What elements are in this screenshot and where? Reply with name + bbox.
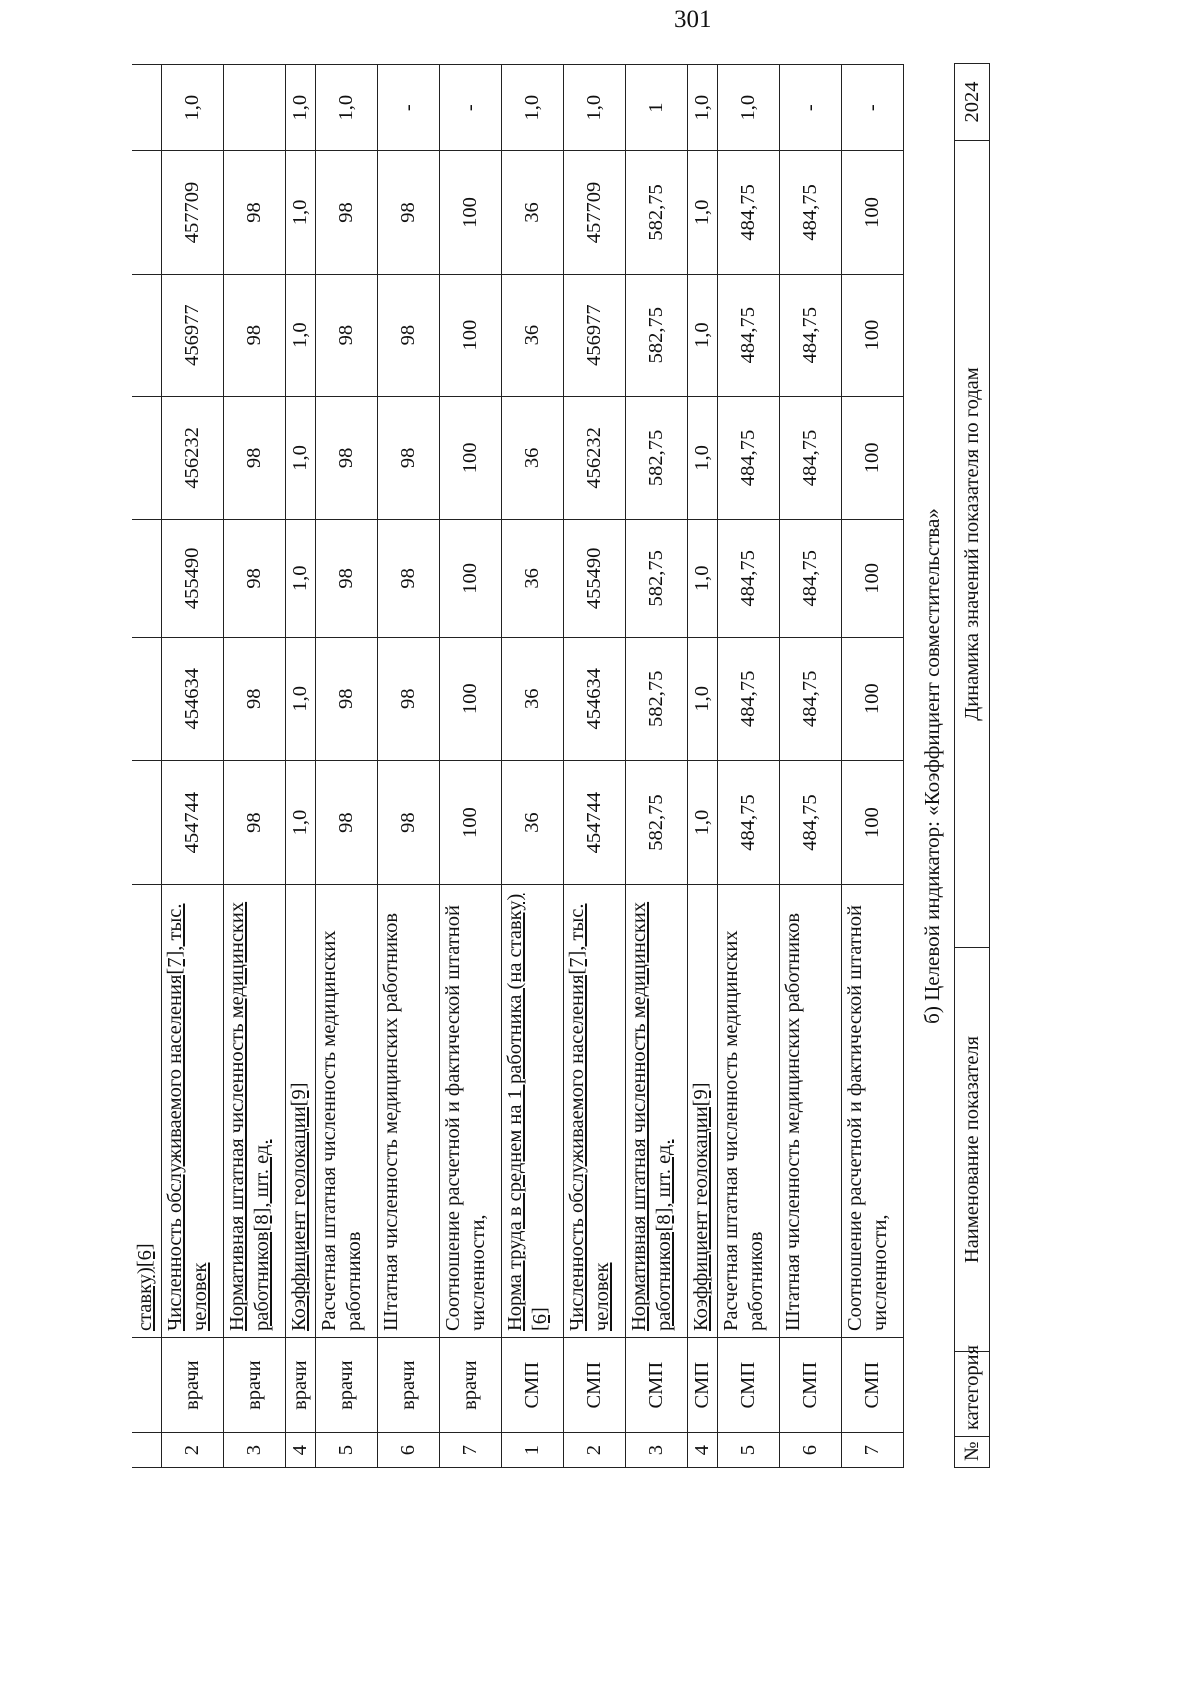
row-number: 7 (440, 1433, 502, 1468)
year-value: 454744 (162, 760, 224, 884)
year-value: 98 (316, 151, 378, 274)
row-number: 4 (688, 1433, 718, 1468)
table-row (688, 65, 718, 1468)
row-category: врачи (286, 1338, 316, 1433)
year-value: - (378, 65, 440, 151)
year-value: 98 (316, 520, 378, 638)
year-value: 1,0 (688, 65, 718, 151)
year-value: 100 (440, 760, 502, 884)
row-category: врачи (378, 1338, 440, 1433)
row-category: врачи (440, 1338, 502, 1433)
row-category: СМП (718, 1338, 780, 1433)
row-category: СМП (564, 1338, 626, 1433)
table-row (564, 65, 626, 1468)
year-value: 1,0 (718, 65, 780, 151)
row-number: 7 (842, 1433, 904, 1468)
row-number: 3 (224, 1433, 286, 1468)
table-row (842, 65, 904, 1468)
year-value: 98 (378, 151, 440, 274)
year-value: 98 (316, 396, 378, 519)
indicator-name: Численность обслуживаемого населения[7], тыс. человек (162, 885, 224, 1338)
year-value: - (780, 65, 842, 151)
year-value: 98 (378, 274, 440, 396)
year-value: 484,75 (718, 396, 780, 519)
year-value: 582,75 (626, 760, 688, 884)
table-row (316, 65, 378, 1468)
indicator-name: Коэффициент геолокации[9] (688, 885, 718, 1338)
year-value: 1,0 (286, 151, 316, 274)
year-value (132, 520, 162, 638)
year-value: 98 (316, 637, 378, 760)
year-value (132, 65, 162, 151)
year-value: 456977 (564, 274, 626, 396)
row-number: 3 (626, 1433, 688, 1468)
indicator-name: Норма труда в среднем на 1 работника (на ставку)[6] (502, 885, 564, 1338)
indicator-name: Расчетная штатная численность медицинских работников (316, 885, 378, 1338)
year-value: 100 (842, 520, 904, 638)
table-row (502, 65, 564, 1468)
year-value: 484,75 (780, 637, 842, 760)
year-value: 1,0 (286, 760, 316, 884)
table-row (780, 65, 842, 1468)
year-value: 98 (316, 760, 378, 884)
year-value: 484,75 (718, 151, 780, 274)
year-value: 100 (440, 520, 502, 638)
indicator-name: Нормативная штатная численность медицинских работников[8], шт. ед. (224, 885, 286, 1338)
row-number: 5 (316, 1433, 378, 1468)
year-value: 98 (378, 760, 440, 884)
year-value: 484,75 (718, 760, 780, 884)
year-value: 1,0 (286, 65, 316, 151)
year-value: 1,0 (688, 151, 718, 274)
header-number: № (955, 1437, 990, 1468)
indicator-table (132, 64, 904, 1468)
table-row (440, 65, 502, 1468)
year-value: 582,75 (626, 520, 688, 638)
row-number: 5 (718, 1433, 780, 1468)
year-value (132, 396, 162, 519)
year-value: 484,75 (718, 274, 780, 396)
row-category: врачи (316, 1338, 378, 1433)
year-value: 582,75 (626, 274, 688, 396)
year-value: 454744 (564, 760, 626, 884)
indicator-name: Соотношение расчетной и фактической штатной численности, (842, 885, 904, 1338)
table-row (162, 65, 224, 1468)
year-value: 454634 (564, 637, 626, 760)
year-value: 1,0 (286, 396, 316, 519)
indicator-table-body (132, 65, 904, 1468)
year-value (224, 65, 286, 151)
year-value: 1 (626, 65, 688, 151)
year-value: 454634 (162, 637, 224, 760)
year-value (132, 760, 162, 884)
year-value: 98 (378, 520, 440, 638)
year-value: 1,0 (286, 637, 316, 760)
year-value: 1,0 (286, 274, 316, 396)
indicator-name: Штатная численность медицинских работников (378, 885, 440, 1338)
header-row (955, 64, 990, 1468)
year-value: 36 (502, 637, 564, 760)
table-row (626, 65, 688, 1468)
year-value: 100 (842, 637, 904, 760)
row-category: СМП (502, 1338, 564, 1433)
table-row (718, 65, 780, 1468)
year-value (132, 274, 162, 396)
year-value: - (842, 65, 904, 151)
year-value: 98 (224, 520, 286, 638)
year-value: 1,0 (286, 520, 316, 638)
year-value: 484,75 (718, 520, 780, 638)
year-value: 484,75 (780, 396, 842, 519)
row-number: 6 (378, 1433, 440, 1468)
year-value: 455490 (162, 520, 224, 638)
year-value: 484,75 (718, 637, 780, 760)
year-value: 98 (224, 760, 286, 884)
year-value: 1,0 (688, 396, 718, 519)
indicator-name: Нормативная штатная численность медицинских работников[8], шт. ед. (626, 885, 688, 1338)
indicator-name: Штатная численность медицинских работников (780, 885, 842, 1338)
year-value: 1,0 (564, 65, 626, 151)
year-value: 98 (224, 274, 286, 396)
year-value: 100 (842, 151, 904, 274)
row-category: врачи (224, 1338, 286, 1433)
year-value: 1,0 (688, 760, 718, 884)
year-value: 582,75 (626, 151, 688, 274)
year-value: 456232 (162, 396, 224, 519)
year-value: - (440, 65, 502, 151)
year-value: 457709 (162, 151, 224, 274)
year-value: 457709 (564, 151, 626, 274)
indicator-name: Коэффициент геолокации[9] (286, 885, 316, 1338)
row-category: врачи (162, 1338, 224, 1433)
row-number (132, 1433, 162, 1468)
year-value (132, 151, 162, 274)
table-row (286, 65, 316, 1468)
year-value: 1,0 (502, 65, 564, 151)
year-value: 36 (502, 520, 564, 638)
header-dynamics: Динамика значений показателя по годам (955, 141, 990, 948)
year-value: 36 (502, 760, 564, 884)
year-value: 100 (440, 396, 502, 519)
year-value: 1,0 (688, 637, 718, 760)
year-value: 98 (224, 637, 286, 760)
section-caption: б) Целевой индикатор: «Коэффициент совместительства» (920, 508, 944, 1024)
coefficient-table-header (954, 63, 990, 1468)
year-value: 98 (224, 396, 286, 519)
year-value: 484,75 (780, 760, 842, 884)
year-value: 484,75 (780, 520, 842, 638)
indicator-name: ставку)[6] (132, 885, 162, 1338)
row-category (132, 1338, 162, 1433)
year-value: 98 (224, 151, 286, 274)
page-number: 301 (674, 6, 712, 33)
header-indicator-name: Наименование показателя (955, 948, 990, 1352)
year-value: 484,75 (780, 151, 842, 274)
year-value: 1,0 (688, 520, 718, 638)
row-number: 6 (780, 1433, 842, 1468)
row-category: СМП (842, 1338, 904, 1433)
year-value: 456977 (162, 274, 224, 396)
year-value: 455490 (564, 520, 626, 638)
year-value: 1,0 (162, 65, 224, 151)
table-row (378, 65, 440, 1468)
row-category: СМП (688, 1338, 718, 1433)
indicator-name: Соотношение расчетной и фактической штатной численности, (440, 885, 502, 1338)
year-value (132, 637, 162, 760)
header-year: 2024 (955, 64, 990, 141)
row-category: СМП (780, 1338, 842, 1433)
rotated-document-body (132, 64, 990, 1468)
year-value: 582,75 (626, 637, 688, 760)
row-number: 2 (564, 1433, 626, 1468)
year-value: 100 (440, 151, 502, 274)
year-value: 1,0 (688, 274, 718, 396)
year-value: 1,0 (316, 65, 378, 151)
year-value: 36 (502, 396, 564, 519)
table-row (132, 65, 162, 1468)
row-number: 2 (162, 1433, 224, 1468)
indicator-name: Численность обслуживаемого населения[7], тыс. человек (564, 885, 626, 1338)
year-value: 98 (378, 637, 440, 760)
year-value: 484,75 (780, 274, 842, 396)
year-value: 100 (440, 637, 502, 760)
year-value: 456232 (564, 396, 626, 519)
year-value: 100 (440, 274, 502, 396)
year-value: 582,75 (626, 396, 688, 519)
header-category: категория (955, 1352, 990, 1437)
year-value: 98 (378, 396, 440, 519)
row-number: 4 (286, 1433, 316, 1468)
year-value: 100 (842, 760, 904, 884)
table-row (224, 65, 286, 1468)
row-number: 1 (502, 1433, 564, 1468)
row-category: СМП (626, 1338, 688, 1433)
year-value: 98 (316, 274, 378, 396)
indicator-name: Расчетная штатная численность медицинских работников (718, 885, 780, 1338)
year-value: 36 (502, 274, 564, 396)
year-value: 100 (842, 274, 904, 396)
year-value: 100 (842, 396, 904, 519)
year-value: 36 (502, 151, 564, 274)
